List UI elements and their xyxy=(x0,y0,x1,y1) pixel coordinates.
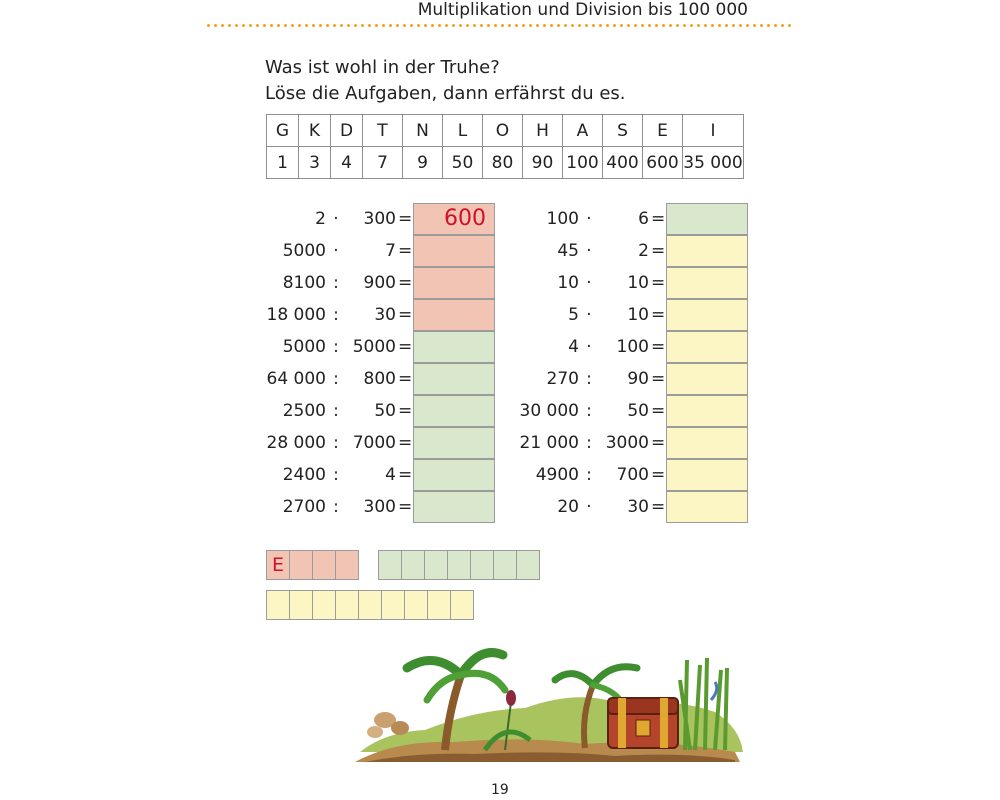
answer-box[interactable]: 600 xyxy=(413,203,495,235)
operand-a: 4900 xyxy=(535,465,579,485)
key-number: 90 xyxy=(523,147,563,179)
equals-sign: = xyxy=(398,273,413,293)
operand-a: 8100 xyxy=(282,273,326,293)
operator: · xyxy=(586,337,592,357)
answer-box[interactable] xyxy=(413,491,495,523)
operand-b: 300 xyxy=(363,209,396,229)
equals-sign: = xyxy=(398,209,413,229)
operand-a: 5000 xyxy=(282,337,326,357)
solution-letter-box[interactable] xyxy=(381,590,405,620)
operand-b: 3000 xyxy=(605,433,649,453)
operand-b: 50 xyxy=(627,401,649,421)
operator: : xyxy=(333,337,339,357)
solution-word-1 xyxy=(266,550,359,580)
operand-a: 18 000 xyxy=(266,305,326,325)
equals-sign: = xyxy=(651,209,666,229)
operand-a: 21 000 xyxy=(519,433,579,453)
equals-sign: = xyxy=(398,369,413,389)
operator: : xyxy=(586,433,592,453)
solution-letter-box[interactable] xyxy=(450,590,474,620)
answer-box[interactable] xyxy=(666,235,748,267)
equals-sign: = xyxy=(651,305,666,325)
key-letter: H xyxy=(523,115,563,147)
key-letter: S xyxy=(603,115,643,147)
answer-box[interactable] xyxy=(666,267,748,299)
operator: · xyxy=(586,241,592,261)
key-letter: L xyxy=(443,115,483,147)
answer-box[interactable] xyxy=(666,331,748,363)
operator: : xyxy=(333,401,339,421)
answer-box[interactable] xyxy=(666,363,748,395)
treasure-island-illustration xyxy=(355,640,745,765)
solution-letter-box[interactable] xyxy=(312,550,336,580)
answer-box[interactable] xyxy=(666,459,748,491)
equals-sign: = xyxy=(398,497,413,517)
operator: · xyxy=(586,497,592,517)
key-number: 100 xyxy=(563,147,603,179)
key-number: 50 xyxy=(443,147,483,179)
task-question: Was ist wohl in der Truhe? xyxy=(265,57,500,78)
operand-b: 10 xyxy=(627,305,649,325)
equals-sign: = xyxy=(651,273,666,293)
operand-a: 5 xyxy=(568,305,579,325)
operator: : xyxy=(586,465,592,485)
equals-sign: = xyxy=(651,337,666,357)
task-instruction: Löse die Aufgaben, dann erfährst du es. xyxy=(265,83,626,104)
key-letter: G xyxy=(267,115,299,147)
operator: : xyxy=(333,273,339,293)
operand-b: 30 xyxy=(374,305,396,325)
equals-sign: = xyxy=(651,241,666,261)
equals-sign: = xyxy=(398,305,413,325)
letter-row xyxy=(267,115,744,147)
equals-sign: = xyxy=(398,433,413,453)
operand-a: 100 xyxy=(546,209,579,229)
answer-box[interactable] xyxy=(413,299,495,331)
equals-sign: = xyxy=(398,241,413,261)
solution-letter-box[interactable] xyxy=(266,590,290,620)
solution-letter-box[interactable] xyxy=(493,550,517,580)
operand-a: 4 xyxy=(568,337,579,357)
solution-letter-box[interactable] xyxy=(358,590,382,620)
solution-letter-box[interactable] xyxy=(470,550,494,580)
key-letter: T xyxy=(363,115,403,147)
operand-b: 100 xyxy=(616,337,649,357)
solution-letter-box[interactable] xyxy=(289,550,313,580)
operand-b: 7000 xyxy=(352,433,396,453)
solution-letter-box[interactable] xyxy=(335,550,359,580)
operand-b: 10 xyxy=(627,273,649,293)
operator: · xyxy=(333,241,339,261)
answer-box[interactable] xyxy=(413,267,495,299)
solution-letter-box[interactable] xyxy=(424,550,448,580)
number-row xyxy=(267,147,744,179)
operator: · xyxy=(586,305,592,325)
operand-a: 2700 xyxy=(282,497,326,517)
operand-a: 10 xyxy=(557,273,579,293)
answer-box[interactable] xyxy=(666,203,748,235)
solution-letter-box[interactable] xyxy=(401,550,425,580)
equals-sign: = xyxy=(398,401,413,421)
answer-box[interactable] xyxy=(666,395,748,427)
key-number: 9 xyxy=(403,147,443,179)
solution-letter-box[interactable]: E xyxy=(266,550,290,580)
equals-sign: = xyxy=(651,497,666,517)
solution-letter-box[interactable] xyxy=(516,550,540,580)
operand-a: 28 000 xyxy=(266,433,326,453)
solution-word-3 xyxy=(266,590,474,620)
operand-b: 6 xyxy=(638,209,649,229)
operand-b: 2 xyxy=(638,241,649,261)
operator: · xyxy=(333,209,339,229)
operator: · xyxy=(586,209,592,229)
operator: : xyxy=(333,497,339,517)
operand-a: 2400 xyxy=(282,465,326,485)
key-number: 4 xyxy=(331,147,363,179)
answer-box[interactable] xyxy=(413,235,495,267)
key-number: 3 xyxy=(299,147,331,179)
equals-sign: = xyxy=(651,401,666,421)
answer-box[interactable] xyxy=(413,363,495,395)
operator: : xyxy=(333,465,339,485)
operand-b: 5000 xyxy=(352,337,396,357)
letter-code-table xyxy=(266,114,744,179)
answer-box[interactable] xyxy=(413,331,495,363)
operator: : xyxy=(333,305,339,325)
solution-letter-box[interactable] xyxy=(378,550,402,580)
key-number: 600 xyxy=(643,147,683,179)
equals-sign: = xyxy=(651,369,666,389)
operand-a: 64 000 xyxy=(266,369,326,389)
operand-b: 700 xyxy=(616,465,649,485)
solution-letter-box[interactable] xyxy=(404,590,428,620)
key-number: 80 xyxy=(483,147,523,179)
solution-letter-box[interactable] xyxy=(427,590,451,620)
operator: : xyxy=(333,433,339,453)
operand-a: 270 xyxy=(546,369,579,389)
equals-sign: = xyxy=(398,337,413,357)
operator: : xyxy=(586,401,592,421)
operand-a: 2500 xyxy=(282,401,326,421)
operand-b: 90 xyxy=(627,369,649,389)
operand-b: 800 xyxy=(363,369,396,389)
operand-b: 7 xyxy=(385,241,396,261)
equals-sign: = xyxy=(398,465,413,485)
page-number: 19 xyxy=(491,782,509,798)
operand-a: 2 xyxy=(315,209,326,229)
solution-word-2 xyxy=(378,550,540,580)
answer-box[interactable] xyxy=(666,427,748,459)
key-number: 400 xyxy=(603,147,643,179)
solution-letter-box[interactable] xyxy=(447,550,471,580)
solution-letter-box[interactable] xyxy=(289,590,313,620)
operator: · xyxy=(586,273,592,293)
operand-b: 50 xyxy=(374,401,396,421)
operator: : xyxy=(586,369,592,389)
key-letter: A xyxy=(563,115,603,147)
solution-letter-box[interactable] xyxy=(312,590,336,620)
operand-b: 300 xyxy=(363,497,396,517)
key-letter: K xyxy=(299,115,331,147)
operand-a: 20 xyxy=(557,497,579,517)
solution-letter-box[interactable] xyxy=(335,590,359,620)
answer-box[interactable] xyxy=(666,299,748,331)
answer-box[interactable] xyxy=(666,491,748,523)
key-letter: E xyxy=(643,115,683,147)
key-letter: O xyxy=(483,115,523,147)
key-letter: N xyxy=(403,115,443,147)
answer-box[interactable] xyxy=(413,395,495,427)
answer-box[interactable] xyxy=(413,427,495,459)
key-number: 1 xyxy=(267,147,299,179)
key-letter: I xyxy=(683,115,744,147)
operand-b: 900 xyxy=(363,273,396,293)
equals-sign: = xyxy=(651,465,666,485)
operand-b: 30 xyxy=(627,497,649,517)
operand-a: 30 000 xyxy=(519,401,579,421)
key-number: 35 000 xyxy=(683,147,744,179)
dotted-divider xyxy=(205,24,795,27)
key-letter: D xyxy=(331,115,363,147)
operator: : xyxy=(333,369,339,389)
answer-box[interactable] xyxy=(413,459,495,491)
page-header-title: Multiplikation und Division bis 100 000 xyxy=(417,0,748,20)
operand-a: 45 xyxy=(557,241,579,261)
operand-b: 4 xyxy=(385,465,396,485)
operand-a: 5000 xyxy=(282,241,326,261)
key-number: 7 xyxy=(363,147,403,179)
equals-sign: = xyxy=(651,433,666,453)
